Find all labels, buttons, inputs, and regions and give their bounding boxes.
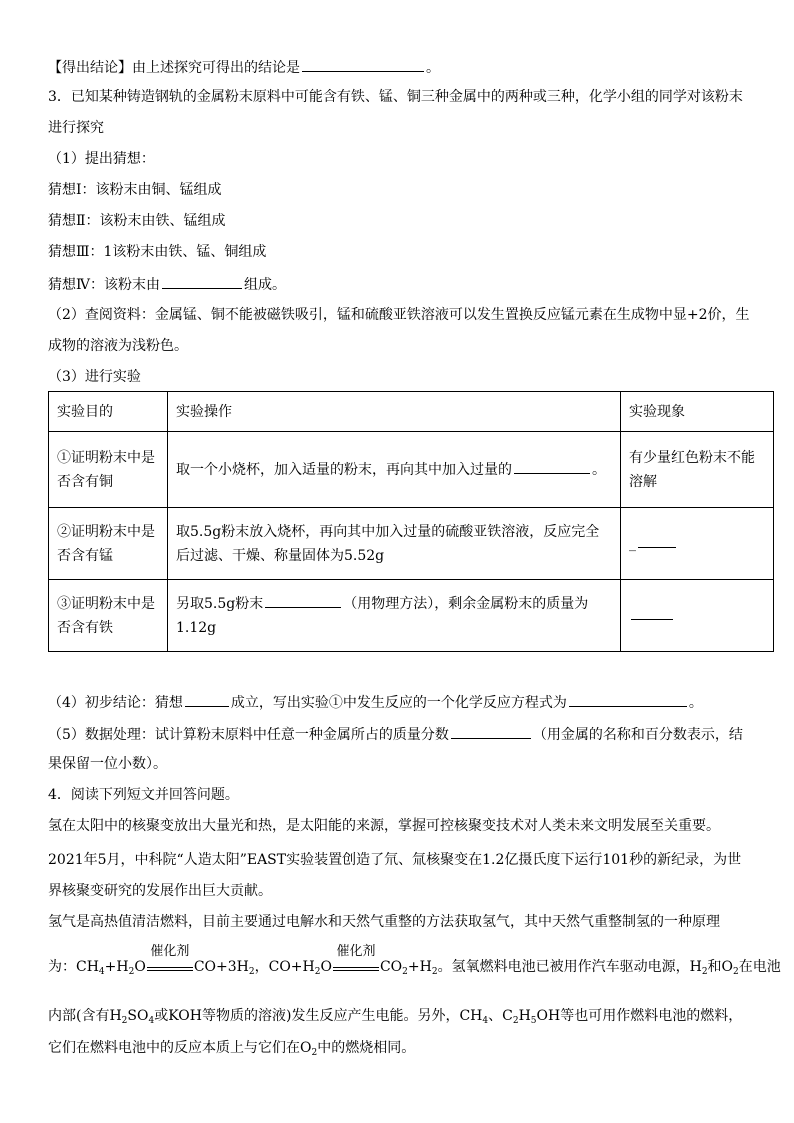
guess-answer-blank[interactable] xyxy=(185,692,229,707)
passage-para1: 氢在太阳中的核聚变放出大量光和热，是太阳能的来源，掌握可控核聚变技术对人类未来文明发展至关重要。 xyxy=(48,818,720,834)
eq1-h: +H xyxy=(104,959,129,975)
p4-sub: 4 xyxy=(482,1016,489,1026)
section4-line xyxy=(48,692,703,712)
row3-purpose: ③证明粉末中是否含有铁 xyxy=(49,580,168,652)
row1-phenomenon: 有少量红色粉末不能溶解 xyxy=(621,432,774,508)
catalyst-arrow xyxy=(147,944,193,971)
row3-phenomenon xyxy=(621,580,774,652)
equation-line xyxy=(48,944,781,981)
row1-operation-text: 取一个小烧杯，加入适量的粉末，再向其中加入过量的 xyxy=(176,461,512,478)
p4-text: 或KOH等物质的溶液)发生反应产生电能。另外，CH xyxy=(154,1008,483,1024)
mass-fraction-blank[interactable] xyxy=(451,724,531,739)
p4-text: 、C xyxy=(488,1008,513,1024)
section5-line2: 果保留一位小数）。 xyxy=(48,756,167,772)
row2-operation: 取5.5g粉末放入烧杯，再向其中加入过量的硫酸亚铁溶液，反应完全后过滤、干燥、称量固体为5.52g xyxy=(168,508,621,580)
p4-sub: 2 xyxy=(121,1016,128,1026)
passage-para2-line2: 界核聚变研究的发展作出巨大贡献。 xyxy=(48,883,272,899)
passage-para3-line1: 氢气是高热值清洁燃料，目前主要通过电解水和天然气重整的方法获取氢气，其中天然气重整制氢的一种原理 xyxy=(48,914,720,930)
eq1-products: CO+3H xyxy=(193,959,249,975)
section2-line1: （2）查阅资料：金属锰、铜不能被磁铁吸引，锰和硫酸亚铁溶液可以发生置换反应锰元素在生成物中显+2价，生 xyxy=(48,307,750,323)
passage-para4-line1 xyxy=(48,1007,742,1030)
eq-tail: 。氢氧燃料电池已被用作汽车驱动电源，H xyxy=(437,959,702,975)
row2-phenomenon-blank[interactable] xyxy=(638,533,676,548)
catalyst-label: 催化剂 xyxy=(150,944,190,959)
row2-phenomenon-text: _ xyxy=(629,535,636,552)
row3-method-blank[interactable] xyxy=(265,593,341,608)
section3-heading: （3）进行实验 xyxy=(48,369,141,385)
eq2-sub: 2 xyxy=(314,967,321,977)
section4-text-a: （4）初步结论：猜想 xyxy=(48,695,183,711)
header-purpose: 实验目的 xyxy=(49,392,168,432)
section4-text-b: 成立，写出实验①中发生反应的一个化学反应方程式为 xyxy=(230,695,567,711)
eq1-sub: 2 xyxy=(128,967,135,977)
eq2-co: CO xyxy=(379,959,403,975)
p5-text: 中的燃烧相同。 xyxy=(317,1040,416,1056)
eq2-sub: 2 xyxy=(431,967,438,977)
guess-2: 猜想Ⅱ：该粉末由铁、锰组成 xyxy=(48,213,226,229)
row3-phenomenon-blank[interactable] xyxy=(631,605,673,620)
equals-sign xyxy=(147,967,193,971)
eq2-sub: 2 xyxy=(402,967,408,977)
period: 。 xyxy=(426,60,440,76)
section4-period: 。 xyxy=(688,695,703,711)
section5-text-a: （5）数据处理：试计算粉末原料中任意一种金属所占的质量分数 xyxy=(48,727,449,743)
catalyst-label: 催化剂 xyxy=(336,944,376,959)
p4-text: OH等也可用作燃料电池的燃料， xyxy=(536,1008,743,1024)
table-row xyxy=(49,580,774,652)
row2-purpose: ②证明粉末中是否含有锰 xyxy=(49,508,168,580)
q4-heading: 4．阅读下列短文并回答问题。 xyxy=(48,787,239,803)
p5-text: 它们在燃料电池中的反应本质上与它们在O xyxy=(48,1040,312,1056)
guess-4-text: 猜想Ⅳ：该粉末由 xyxy=(48,277,160,293)
header-operation: 实验操作 xyxy=(168,392,621,432)
row3-operation-suffix: （用物理方法），剩余金属粉末的质量为1.12g xyxy=(176,595,589,636)
p4-sub: 2 xyxy=(512,1016,519,1026)
row1-reagent-blank[interactable] xyxy=(514,459,590,474)
eq1-o: O xyxy=(134,959,146,975)
eq1-ch: CH xyxy=(76,959,99,975)
q3-stem-line1: 3．已知某种铸造钢轨的金属粉末原料中可能含有铁、锰、铜三种金属中的两种或三种，化学小组的同学对该粉末 xyxy=(48,89,743,105)
eq1-sub: 2 xyxy=(248,967,255,977)
eq-prefix: 为： xyxy=(48,959,76,975)
guess-3: 猜想Ⅲ：1该粉末由铁、锰、铜组成 xyxy=(48,244,267,260)
eq-tail-sub: 2 xyxy=(701,967,708,977)
passage-para4-line2 xyxy=(48,1039,415,1062)
row3-operation xyxy=(168,580,621,652)
section5-line1 xyxy=(48,724,743,744)
table-row xyxy=(49,508,774,580)
row1-purpose: ①证明粉末中是否含有铜 xyxy=(49,432,168,508)
eq-tail3: 在电池 xyxy=(738,959,781,975)
guess-4-blank[interactable] xyxy=(162,274,242,289)
conclusion-line xyxy=(48,57,440,77)
conclusion-text: 【得出结论】由上述探究可得出的结论是 xyxy=(48,60,300,76)
eq-tail-sub: 2 xyxy=(733,967,739,977)
header-phenomenon: 实验现象 xyxy=(621,392,774,432)
answer-blank[interactable] xyxy=(302,57,424,72)
p4-sub: 4 xyxy=(148,1016,155,1026)
row3-operation-text: 另取5.5g粉末 xyxy=(176,595,264,612)
catalyst-arrow xyxy=(333,944,379,971)
q3-section1-heading: （1）提出猜想： xyxy=(48,151,155,167)
section2-line2: 成物的溶液为浅粉色。 xyxy=(48,338,188,354)
guess-4 xyxy=(48,274,286,294)
section5-text-b: （用金属的名称和百分数表示，结 xyxy=(532,727,743,743)
eq2-o: O xyxy=(320,959,332,975)
q3-stem-line2: 进行探究 xyxy=(48,120,104,136)
row1-operation-suffix: 。 xyxy=(592,461,606,478)
table-header-row xyxy=(49,392,774,432)
guess-1: 猜想Ⅰ：该粉末由铜、锰组成 xyxy=(48,182,222,198)
passage-para2-line1: 2021年5月，中科院“人造太阳”EAST实验装置创造了氘、氚核聚变在1.2亿摄氏度下运行101秒的新纪录，为世 xyxy=(48,852,742,868)
p4-text: SO xyxy=(127,1008,149,1024)
eq-tail2: 和O xyxy=(707,959,734,975)
guess-4-suffix: 组成。 xyxy=(244,277,286,293)
row2-phenomenon xyxy=(621,508,774,580)
eq1-sub: 4 xyxy=(98,967,105,977)
p4-sub: 5 xyxy=(530,1016,537,1026)
eq2-h: +H xyxy=(407,959,432,975)
p4-text: H xyxy=(518,1008,531,1024)
equation-blank[interactable] xyxy=(569,692,687,707)
equals-sign xyxy=(333,967,379,971)
eq-separator: ， xyxy=(254,959,269,975)
p5-sub: 2 xyxy=(311,1048,318,1058)
eq2-reactants: CO+H xyxy=(268,959,315,975)
experiment-table xyxy=(48,391,774,652)
table-row xyxy=(49,432,774,508)
p4-text: 内部(含有H xyxy=(48,1008,122,1024)
row1-operation xyxy=(168,432,621,508)
